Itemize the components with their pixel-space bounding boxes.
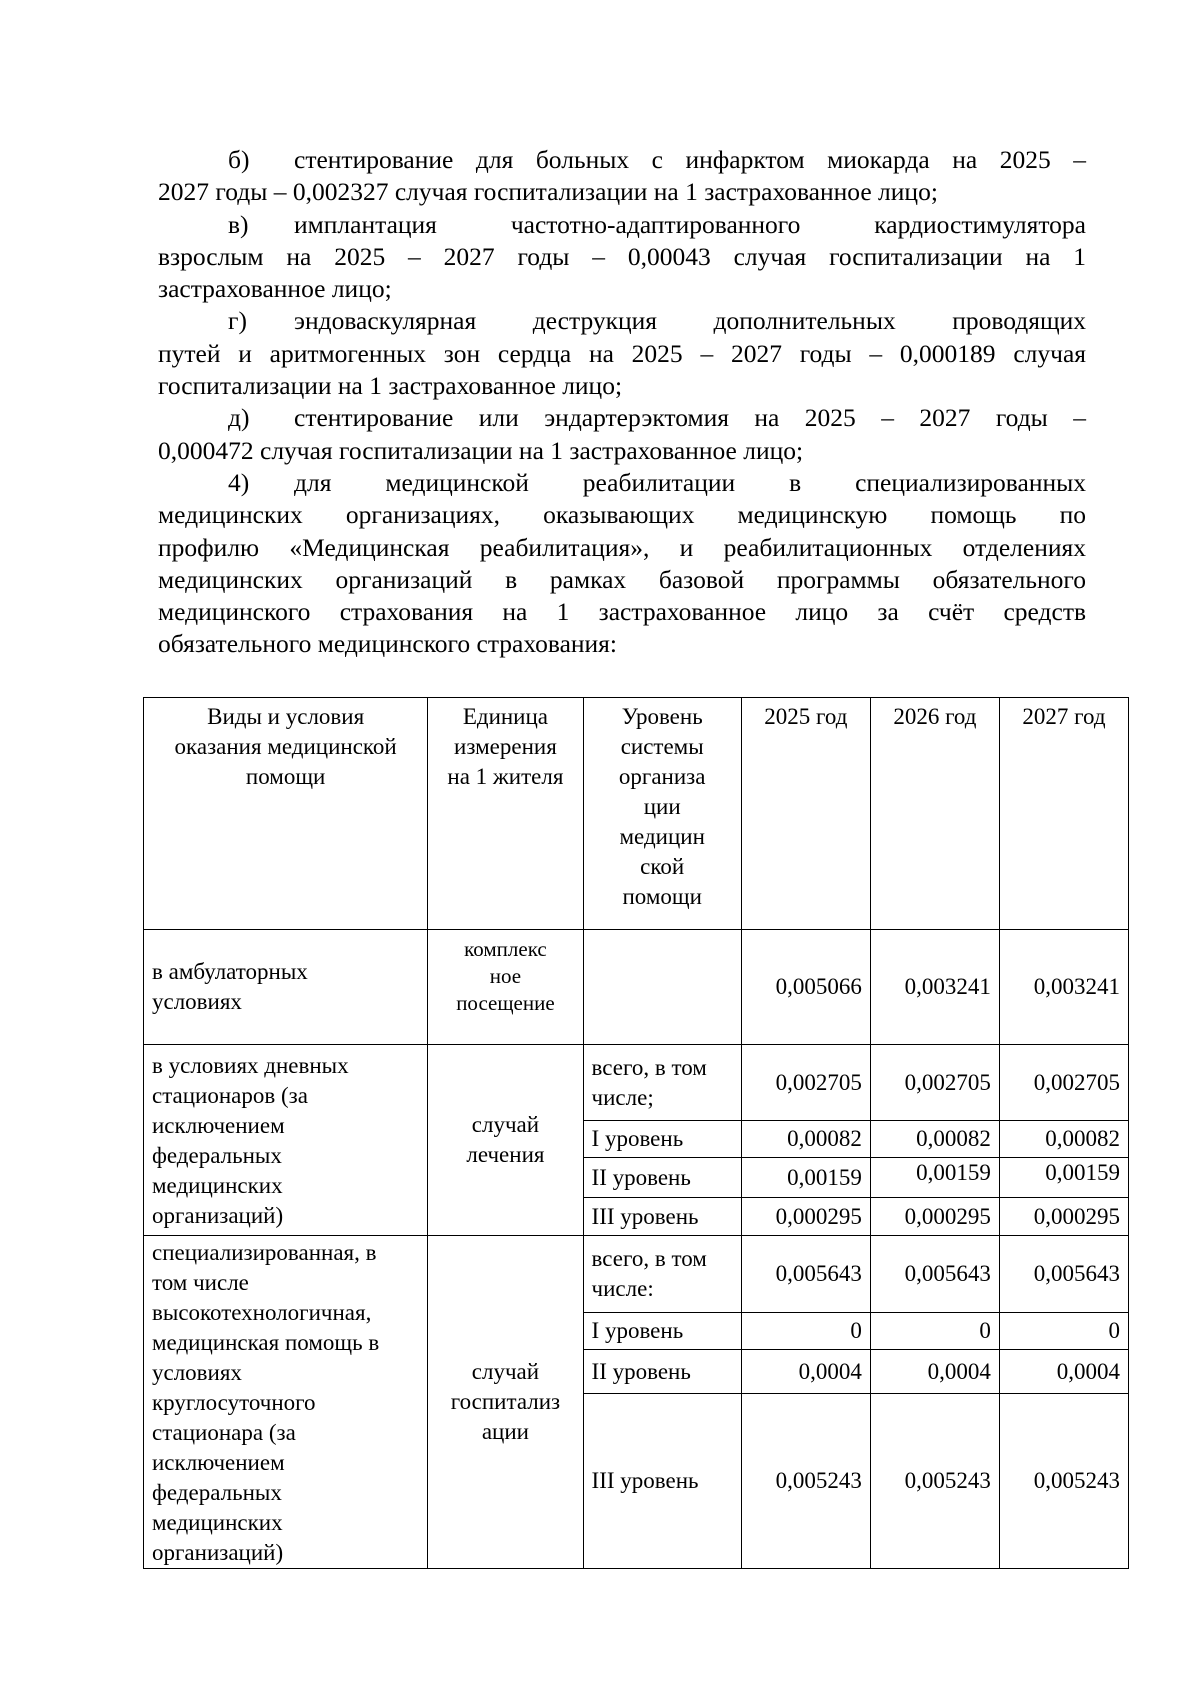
cell-2027: 0,000295 xyxy=(999,1198,1128,1236)
cell-line: измерения xyxy=(454,734,557,759)
cell-line: федеральных xyxy=(152,1143,282,1168)
cell-2026: 0,00159 xyxy=(870,1158,999,1198)
cell-line: исключением xyxy=(152,1113,285,1138)
cell-level: II уровень xyxy=(583,1350,741,1394)
header-2026: 2026 год xyxy=(870,698,999,930)
cell-line: случай xyxy=(471,1112,540,1137)
cell-line: условиях xyxy=(152,1360,242,1385)
cell-line: ное xyxy=(489,964,522,988)
paragraph-line xyxy=(158,402,1086,434)
table-row-day-total xyxy=(144,1045,1129,1121)
header-unit xyxy=(428,698,583,930)
paragraph-line: медицинского страхования на 1 застрахованное лицо за счёт средств xyxy=(158,597,1086,627)
cell-2027: 0,005643 xyxy=(999,1236,1128,1313)
cell-2025: 0,00082 xyxy=(741,1121,870,1158)
cell-line: всего, в том xyxy=(591,1054,707,1080)
cell-line: ции xyxy=(643,794,681,819)
cell-unit xyxy=(428,930,583,1045)
cell-level xyxy=(583,930,741,1045)
header-2027: 2027 год xyxy=(999,698,1128,930)
cell-2025: 0,0004 xyxy=(741,1350,870,1394)
line-text: эндоваскулярная деструкция дополнительных проводящих xyxy=(294,306,1086,336)
list-marker: д) xyxy=(228,403,250,433)
cell-2027: 0 xyxy=(999,1313,1128,1350)
cell-level: III уровень xyxy=(583,1394,741,1569)
cell-line: оказания медицинской xyxy=(174,734,397,759)
list-marker: в) xyxy=(228,209,249,239)
paragraph-line: 0,000472 случая госпитализации на 1 застрахованное лицо; xyxy=(158,435,804,465)
cell-2025: 0,000295 xyxy=(741,1198,870,1236)
line-text: имплантация частотно-адаптированного кардиостимулятора xyxy=(294,209,1086,239)
cell-line: Виды и условия xyxy=(207,704,365,729)
cell-line: числе: xyxy=(591,1276,654,1301)
cell-2027: 0,00159 xyxy=(999,1158,1128,1198)
table-row-hospital-total xyxy=(144,1236,1129,1313)
cell-line: федеральных xyxy=(152,1480,282,1505)
cell-2025: 0 xyxy=(741,1313,870,1350)
cell-type xyxy=(144,1236,428,1569)
header-type xyxy=(144,698,428,930)
cell-line: в амбулаторных xyxy=(152,959,308,984)
cell-line: организа xyxy=(618,764,706,789)
cell-2027: 0,003241 xyxy=(999,930,1128,1045)
cell-2026: 0,00082 xyxy=(870,1121,999,1158)
list-marker: г) xyxy=(228,306,247,336)
cell-line: на 1 жителя xyxy=(447,764,564,789)
cell-2025: 0,005243 xyxy=(741,1394,870,1569)
cell-level xyxy=(583,1236,741,1313)
cell-line: медицинская помощь в xyxy=(152,1330,380,1355)
paragraph-b xyxy=(158,144,1086,209)
cell-line: всего, в том xyxy=(591,1246,707,1271)
paragraph-line xyxy=(158,305,1086,337)
cell-2026: 0,000295 xyxy=(870,1198,999,1236)
cell-2026: 0,002705 xyxy=(870,1045,999,1121)
line-text: для медицинской реабилитации в специализированных xyxy=(294,467,1086,497)
paragraph-line: 2027 годы – 0,002327 случая госпитализации на 1 застрахованное лицо; xyxy=(158,177,938,207)
list-marker: б) xyxy=(228,145,250,174)
line-text: стентирование или эндартерэктомия на 2025 – 2027 годы – xyxy=(294,403,1086,433)
cell-line: числе; xyxy=(591,1084,654,1110)
cell-line: медицинских xyxy=(152,1173,283,1198)
cell-line: исключением xyxy=(152,1450,285,1475)
table-row-ambulatory xyxy=(144,930,1129,1045)
paragraph-d xyxy=(158,402,1086,467)
cell-line: стационара (за xyxy=(152,1420,296,1445)
cell-2027: 0,002705 xyxy=(999,1045,1128,1121)
paragraph-line: медицинских организаций в рамках базовой программы обязательного xyxy=(158,564,1086,594)
paragraph-line xyxy=(158,209,1086,241)
cell-line: организаций) xyxy=(152,1203,284,1228)
cell-2025: 0,005066 xyxy=(741,930,870,1045)
header-level xyxy=(583,698,741,930)
cell-2026: 0 xyxy=(870,1313,999,1350)
paragraph-line: госпитализации на 1 застрахованное лицо; xyxy=(158,371,623,401)
cell-line: медицинских xyxy=(152,1510,283,1535)
cell-type xyxy=(144,930,428,1045)
cell-unit xyxy=(428,1236,583,1569)
cell-level: III уровень xyxy=(583,1198,741,1236)
cell-type xyxy=(144,1045,428,1236)
cell-line: случай xyxy=(471,1359,540,1384)
paragraph-line xyxy=(158,144,1086,176)
cell-line: комплекс xyxy=(464,937,547,961)
paragraph-4 xyxy=(158,467,1086,661)
paragraph-line: медицинских организациях, оказывающих медицинскую помощь по xyxy=(158,500,1086,530)
cell-2027: 0,0004 xyxy=(999,1350,1128,1394)
cell-line: стационаров (за xyxy=(152,1083,308,1108)
line-text: стентирование для больных с инфарктом миокарда на 2025 – xyxy=(294,145,1086,174)
cell-line: ской xyxy=(640,854,685,879)
cell-line: организаций) xyxy=(152,1540,284,1565)
cell-line: помощи xyxy=(245,764,326,789)
cell-line: круглосуточного xyxy=(152,1390,316,1415)
list-marker: 4) xyxy=(228,467,250,497)
table-header-row xyxy=(144,698,1129,930)
cell-2027: 0,00082 xyxy=(999,1121,1128,1158)
paragraph-line: профилю «Медицинская реабилитация», и реабилитационных отделениях xyxy=(158,532,1086,562)
paragraph-g xyxy=(158,305,1086,402)
header-2025: 2025 год xyxy=(741,698,870,930)
cell-level xyxy=(583,1045,741,1121)
cell-level: II уровень xyxy=(583,1158,741,1198)
paragraph-v xyxy=(158,209,1086,306)
cell-2025: 0,005643 xyxy=(741,1236,870,1313)
body-text xyxy=(158,144,1086,661)
cell-2026: 0,005243 xyxy=(870,1394,999,1569)
cell-2025: 0,00159 xyxy=(741,1158,870,1198)
cell-2027: 0,005243 xyxy=(999,1394,1128,1569)
cell-2026: 0,005643 xyxy=(870,1236,999,1313)
cell-line: Единица xyxy=(462,704,549,729)
rehabilitation-norms-table xyxy=(143,697,1129,1569)
cell-line: Уровень xyxy=(621,704,703,729)
paragraph-line: обязательного медицинского страхования: xyxy=(158,629,617,659)
cell-2026: 0,003241 xyxy=(870,930,999,1045)
cell-line: условиях xyxy=(152,989,242,1014)
cell-line: помощи xyxy=(622,884,702,909)
cell-line: лечения xyxy=(466,1142,545,1167)
cell-line: ации xyxy=(481,1419,529,1444)
cell-line: специализированная, в xyxy=(152,1240,377,1265)
cell-line: посещение xyxy=(456,991,555,1015)
cell-line: госпитализ xyxy=(450,1389,561,1414)
cell-line: системы xyxy=(620,734,704,759)
cell-line: медицин xyxy=(619,824,705,849)
cell-line: в условиях дневных xyxy=(152,1053,349,1078)
cell-2025: 0,002705 xyxy=(741,1045,870,1121)
cell-2026: 0,0004 xyxy=(870,1350,999,1394)
paragraph-line: застрахованное лицо; xyxy=(158,274,392,304)
paragraph-line: взрослым на 2025 – 2027 годы – 0,00043 случая госпитализации на 1 xyxy=(158,241,1086,271)
cell-unit xyxy=(428,1045,583,1236)
cell-line: том числе xyxy=(152,1270,249,1295)
cell-level: I уровень xyxy=(583,1313,741,1350)
cell-level: I уровень xyxy=(583,1121,741,1158)
cell-line: высокотехнологичная, xyxy=(152,1300,372,1325)
paragraph-line xyxy=(158,467,1086,499)
paragraph-line: путей и аритмогенных зон сердца на 2025 – 2027 годы – 0,000189 случая xyxy=(158,338,1086,368)
